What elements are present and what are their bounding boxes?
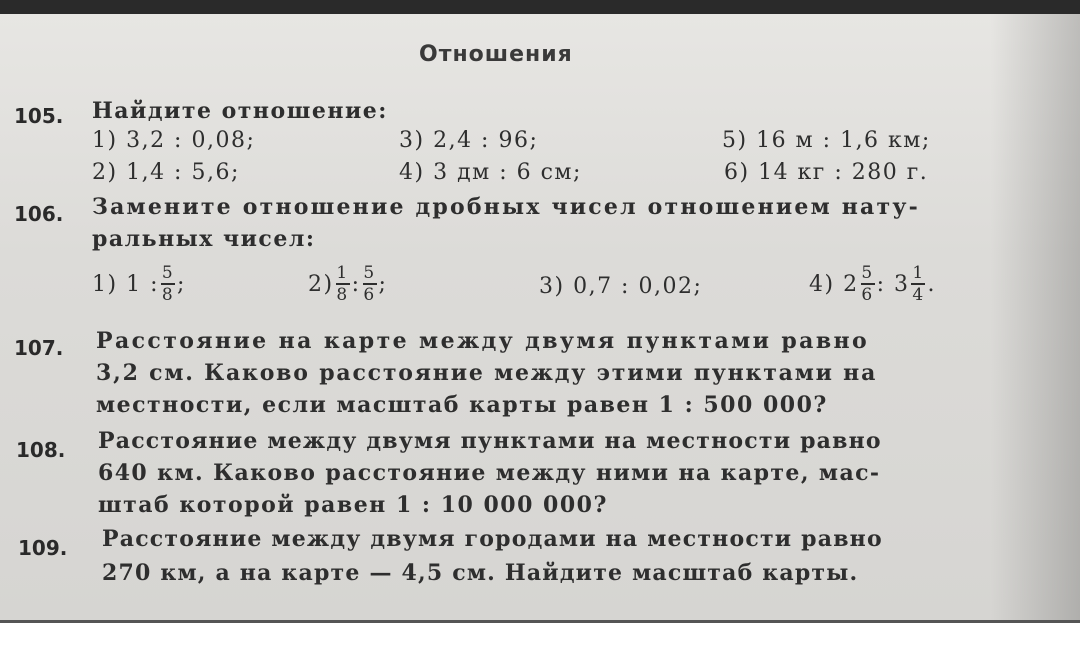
problem-106-number: 106. (14, 202, 64, 226)
problem-106-item-1 (92, 264, 186, 304)
numerator: 5 (161, 263, 175, 283)
fraction-2 (363, 264, 377, 304)
problem-106-item-2 (308, 264, 387, 304)
problem-108-line-2: 640 км. Каково расстояние между ними на карте, мас- (98, 460, 881, 486)
numerator: 1 (336, 263, 349, 283)
problem-105-number: 105. (14, 104, 64, 128)
denominator: 6 (861, 285, 874, 305)
problem-107-number: 107. (14, 336, 64, 360)
problem-108-number: 108. (16, 438, 66, 462)
section-title: Отношения (419, 42, 573, 67)
problem-105-item-3: 3) 2,4 : 96; (399, 128, 539, 153)
fraction (161, 264, 175, 304)
ratio-separator: : 3 (876, 271, 910, 297)
problem-105-item-1: 1) 3,2 : 0,08; (92, 128, 256, 153)
problem-106-item-3: 3) 0,7 : 0,02; (539, 274, 703, 299)
numerator: 5 (861, 263, 874, 283)
ratio-separator: : (351, 271, 361, 297)
problem-106-instruction-line-1: Замените отношение дробных чисел отношением нату- (92, 194, 920, 220)
denominator: 6 (363, 285, 376, 305)
problem-105-item-2: 2) 1,4 : 5,6; (92, 160, 240, 185)
textbook-page (14, 14, 1004, 620)
item-2-label: 2) (308, 271, 334, 297)
problem-107-line-1: Расстояние на карте между двумя пунктами равно (96, 328, 870, 354)
item-4-label: 4) 2 (809, 271, 859, 297)
item-2-end: ; (378, 271, 388, 297)
denominator: 8 (161, 285, 175, 305)
item-4-end: . (927, 271, 936, 297)
problem-107-line-2: 3,2 см. Каково расстояние между этими пунктами на (96, 360, 878, 386)
numerator: 1 (912, 263, 925, 283)
fraction-1 (336, 264, 350, 304)
problem-105-item-5: 5) 16 м : 1,6 км; (722, 128, 931, 153)
problem-109-line-1: Расстояние между двумя городами на местности равно (102, 526, 883, 552)
problem-105-item-4: 4) 3 дм : 6 см; (399, 160, 582, 185)
problem-107-line-3: местности, если масштаб карты равен 1 : 500 000? (96, 392, 828, 418)
problem-109-number: 109. (18, 536, 68, 560)
blank-footer (0, 623, 1080, 652)
problem-109-line-2: 270 км, а на карте — 4,5 см. Найдите масштаб карты. (102, 560, 859, 586)
problem-105-instruction: Найдите отношение: (92, 98, 388, 124)
item-1-end: ; (176, 271, 186, 297)
problem-106-instruction-line-2: ральных чисел: (92, 226, 316, 252)
top-status-bar (0, 0, 1080, 14)
fraction-2 (911, 264, 925, 304)
fraction-1 (861, 264, 875, 304)
numerator: 5 (363, 263, 376, 283)
item-1-label: 1) 1 : (92, 271, 159, 297)
problem-105-item-6: 6) 14 кг : 280 г. (724, 160, 929, 185)
textbook-photo (0, 14, 1080, 620)
denominator: 8 (336, 285, 349, 305)
problem-108-line-3: штаб которой равен 1 : 10 000 000? (98, 492, 608, 518)
denominator: 4 (912, 285, 925, 305)
problem-108-line-1: Расстояние между двумя пунктами на местности равно (98, 428, 882, 454)
problem-106-item-4 (809, 264, 936, 304)
